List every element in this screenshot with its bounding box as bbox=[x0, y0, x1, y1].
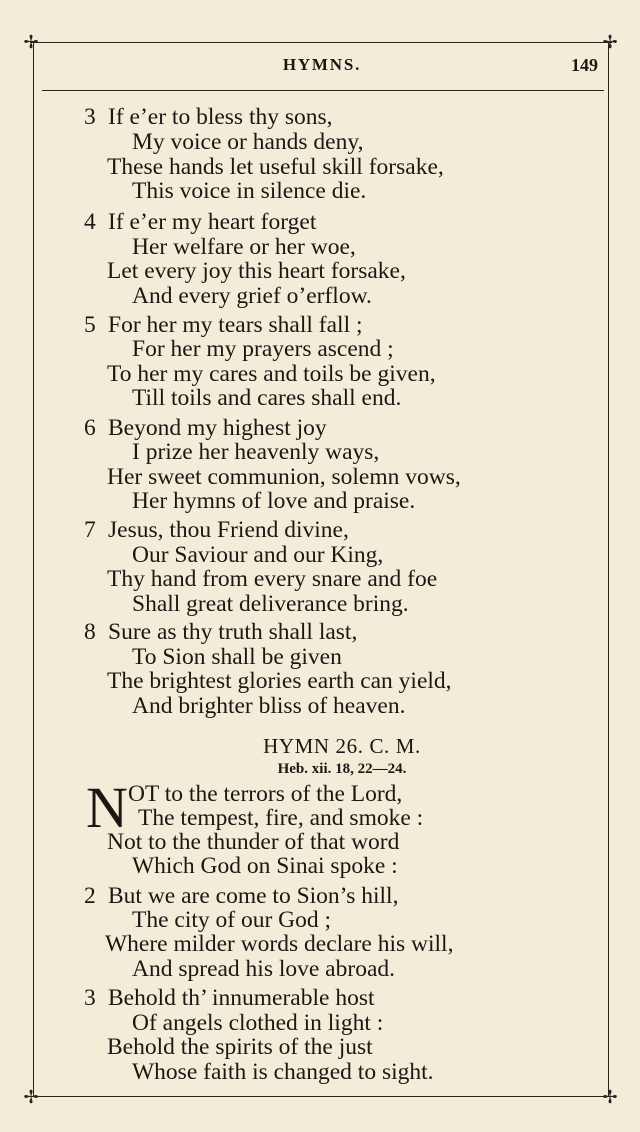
left-border bbox=[33, 42, 34, 1096]
stanza-number: 2 bbox=[84, 883, 96, 909]
verse-line: Thy hand from every snare and foe bbox=[107, 566, 438, 592]
verse-line: Shall great deliverance bring. bbox=[132, 591, 409, 617]
scripture-reference: Heb. xii. 18, 22—24. bbox=[277, 761, 407, 777]
verse-line: But we are come to Sion’s hill, bbox=[108, 883, 399, 909]
verse-line: I prize her heavenly ways, bbox=[132, 439, 380, 465]
verse-line: Her sweet communion, solemn vows, bbox=[107, 464, 461, 490]
verse-line: My voice or hands deny, bbox=[132, 129, 364, 155]
verse-line: Beyond my highest joy bbox=[108, 415, 327, 441]
bottom-border bbox=[30, 1096, 612, 1097]
verse-line: To her my cares and toils be given, bbox=[107, 361, 436, 387]
stanza-number: 7 bbox=[84, 517, 96, 543]
verse-line: Our Saviour and our King, bbox=[132, 542, 384, 568]
verse-line: If e’er to bless thy sons, bbox=[108, 104, 333, 130]
verse-line: And brighter bliss of heaven. bbox=[132, 693, 406, 719]
header-rule bbox=[42, 90, 604, 91]
verse-line: The city of our God ; bbox=[132, 907, 332, 933]
verse-line: For her my tears shall fall ; bbox=[108, 312, 363, 338]
verse-line: Not to the thunder of that word bbox=[107, 829, 400, 855]
verse-line: Of angels clothed in light : bbox=[132, 1010, 384, 1036]
hymn-title: HYMN 26. C. M. bbox=[263, 734, 421, 758]
verse-line: Till toils and cares shall end. bbox=[132, 385, 402, 411]
stanza-number: 4 bbox=[84, 209, 96, 235]
right-border bbox=[608, 42, 609, 1096]
verse-line: To Sion shall be given bbox=[132, 644, 342, 670]
verse-line: Her hymns of love and praise. bbox=[132, 488, 416, 514]
verse-line: Behold the spirits of the just bbox=[107, 1034, 373, 1060]
corner-ornament-icon: ✢ bbox=[602, 1087, 618, 1107]
corner-ornament-icon: ✢ bbox=[23, 32, 39, 52]
verse-line: The tempest, fire, and smoke : bbox=[138, 805, 424, 831]
stanza-number: 6 bbox=[84, 415, 96, 441]
page-header bbox=[42, 55, 602, 81]
page-number: 149 bbox=[571, 55, 598, 75]
verse-line: And spread his love abroad. bbox=[132, 956, 395, 982]
verse-line: And every grief o’erflow. bbox=[132, 283, 372, 309]
verse-line: Sure as thy truth shall last, bbox=[108, 619, 358, 645]
verse-line: If e’er my heart forget bbox=[108, 209, 317, 235]
top-border bbox=[30, 42, 612, 43]
verse-line: These hands let useful skill forsake, bbox=[107, 154, 444, 180]
running-head: HYMNS. bbox=[282, 55, 362, 74]
verse-line: Whose faith is changed to sight. bbox=[132, 1059, 434, 1085]
corner-ornament-icon: ✢ bbox=[23, 1087, 39, 1107]
verse-line: Her welfare or her woe, bbox=[132, 234, 356, 260]
drop-cap: N bbox=[86, 775, 128, 840]
verse-line: Behold th’ innumerable host bbox=[108, 985, 375, 1011]
verse-line: The brightest glories earth can yield, bbox=[107, 668, 452, 694]
verse-line: Jesus, thou Friend divine, bbox=[108, 517, 349, 543]
stanza-number: 3 bbox=[84, 104, 96, 130]
verse-line: Let every joy this heart forsake, bbox=[107, 258, 406, 284]
stanza-number: 8 bbox=[84, 619, 96, 645]
verse-line: Where milder words declare his will, bbox=[105, 931, 454, 957]
stanza-number: 5 bbox=[84, 312, 96, 338]
verse-line: This voice in silence die. bbox=[132, 178, 367, 204]
corner-ornament-icon: ✢ bbox=[602, 32, 618, 52]
verse-line: Which God on Sinai spoke : bbox=[132, 853, 398, 879]
verse-line: OT to the terrors of the Lord, bbox=[128, 781, 403, 807]
stanza-number: 3 bbox=[84, 985, 96, 1011]
verse-line: For her my prayers ascend ; bbox=[132, 336, 394, 362]
